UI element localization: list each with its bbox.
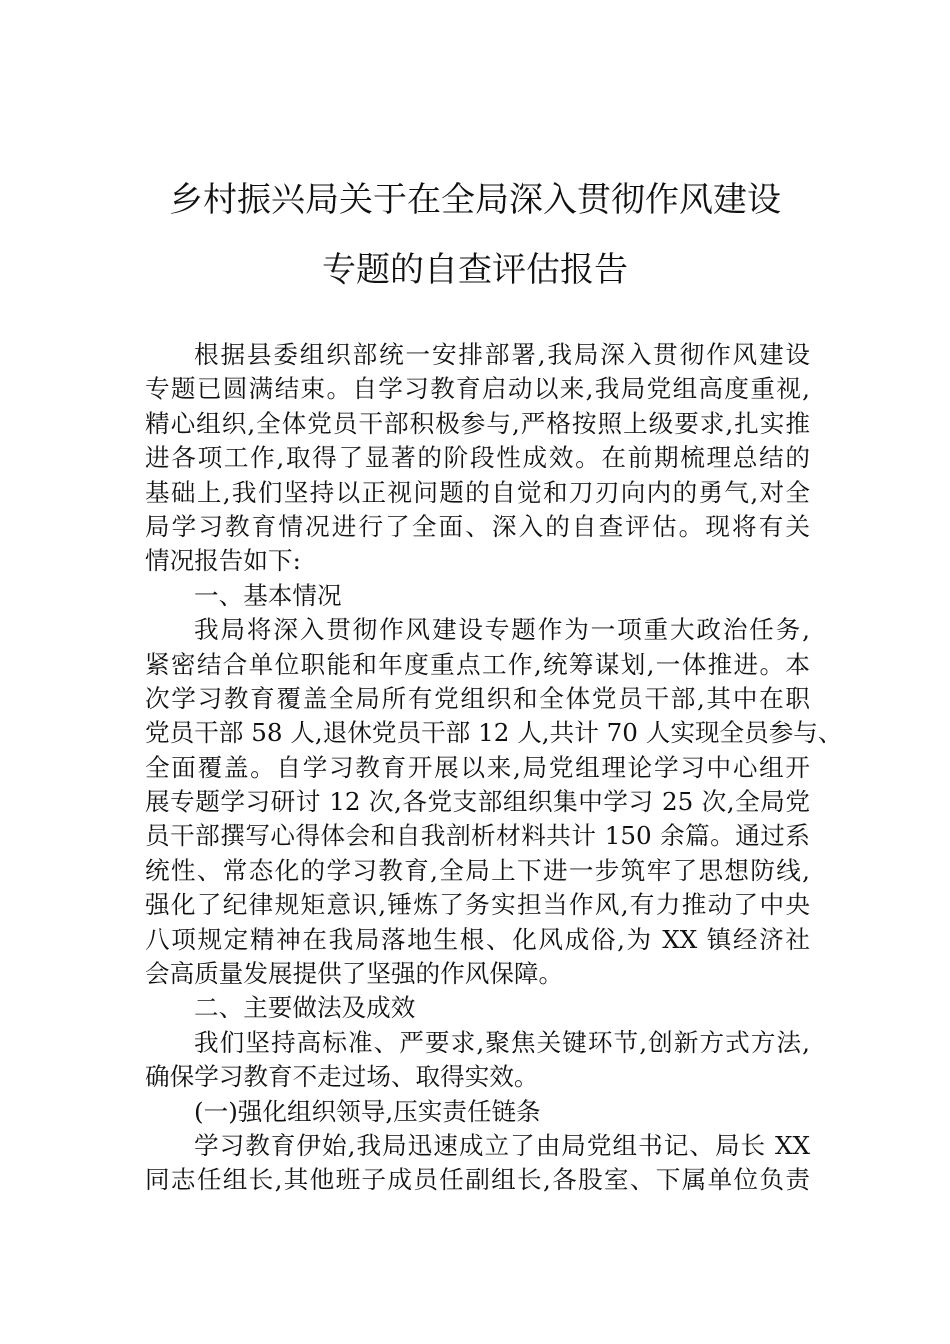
body-text-line: 确保学习教育不走过场、取得实效。	[145, 1062, 539, 1092]
body-text-line: 次学习教育覆盖全局所有党组织和全体党员干部,其中在职	[145, 683, 810, 713]
body-text-line: 党员干部 58 人,退休党员干部 12 人,共计 70 人实现全员参与、	[145, 718, 843, 748]
body-text-line: 我局将深入贯彻作风建设专题作为一项重大政治任务,	[194, 615, 810, 645]
body-text-line: 根据县委组织部统一安排部署,我局深入贯彻作风建设	[194, 340, 810, 369]
body-text-line: 我们坚持高标准、严要求,聚焦关键环节,创新方式方法,	[194, 1027, 810, 1057]
body-text-line: 同志任组长,其他班子成员任副组长,各股室、下属单位负责	[145, 1165, 810, 1195]
body-text-line: 局学习教育情况进行了全面、深入的自查评估。现将有关	[145, 511, 810, 541]
body-text-line: 基础上,我们坚持以正视问题的自觉和刀刃向内的勇气,对全	[145, 477, 810, 507]
body-text-line: 学习教育伊始,我局迅速成立了由局党组书记、局长 XX	[194, 1130, 810, 1160]
body-text-line: 八项规定精神在我局落地生根、化风成俗,为 XX 镇经济社	[145, 924, 810, 954]
document-body	[145, 338, 843, 1198]
body-text-line: 全面覆盖。自学习教育开展以来,局党组理论学习中心组开	[145, 752, 810, 782]
body-text-line: 展专题学习研讨 12 次,各党支部组织集中学习 25 次,全局党	[145, 787, 810, 817]
body-text-line: 二、主要做法及成效	[194, 993, 416, 1023]
body-text-line: 会高质量发展提供了坚强的作风保障。	[145, 959, 564, 989]
body-text-line: 情况报告如下:	[145, 546, 301, 576]
document-title-line-2: 专题的自查评估报告	[322, 250, 628, 290]
body-text-line: 专题已圆满结束。自学习教育启动以来,我局党组高度重视,	[145, 374, 810, 404]
body-text-line: (一)强化组织领导,压实责任链条	[194, 1096, 541, 1126]
body-text-line: 员干部撰写心得体会和自我剖析材料共计 150 余篇。通过系	[145, 821, 810, 851]
body-text-line: 强化了纪律规矩意识,锤炼了务实担当作风,有力推动了中央	[145, 890, 810, 920]
document-title-line-1: 乡村振兴局关于在全局深入贯彻作风建设	[169, 180, 781, 220]
body-text-line: 一、基本情况	[194, 580, 342, 610]
body-text-line: 进各项工作,取得了显著的阶段性成效。在前期梳理总结的	[145, 443, 810, 473]
body-text-line: 统性、常态化的学习教育,全局上下进一步筑牢了思想防线,	[145, 855, 810, 885]
body-text-line: 精心组织,全体党员干部积极参与,严格按照上级要求,扎实推	[145, 408, 810, 438]
body-text-line: 紧密结合单位职能和年度重点工作,统筹谋划,一体推进。本	[145, 649, 810, 679]
